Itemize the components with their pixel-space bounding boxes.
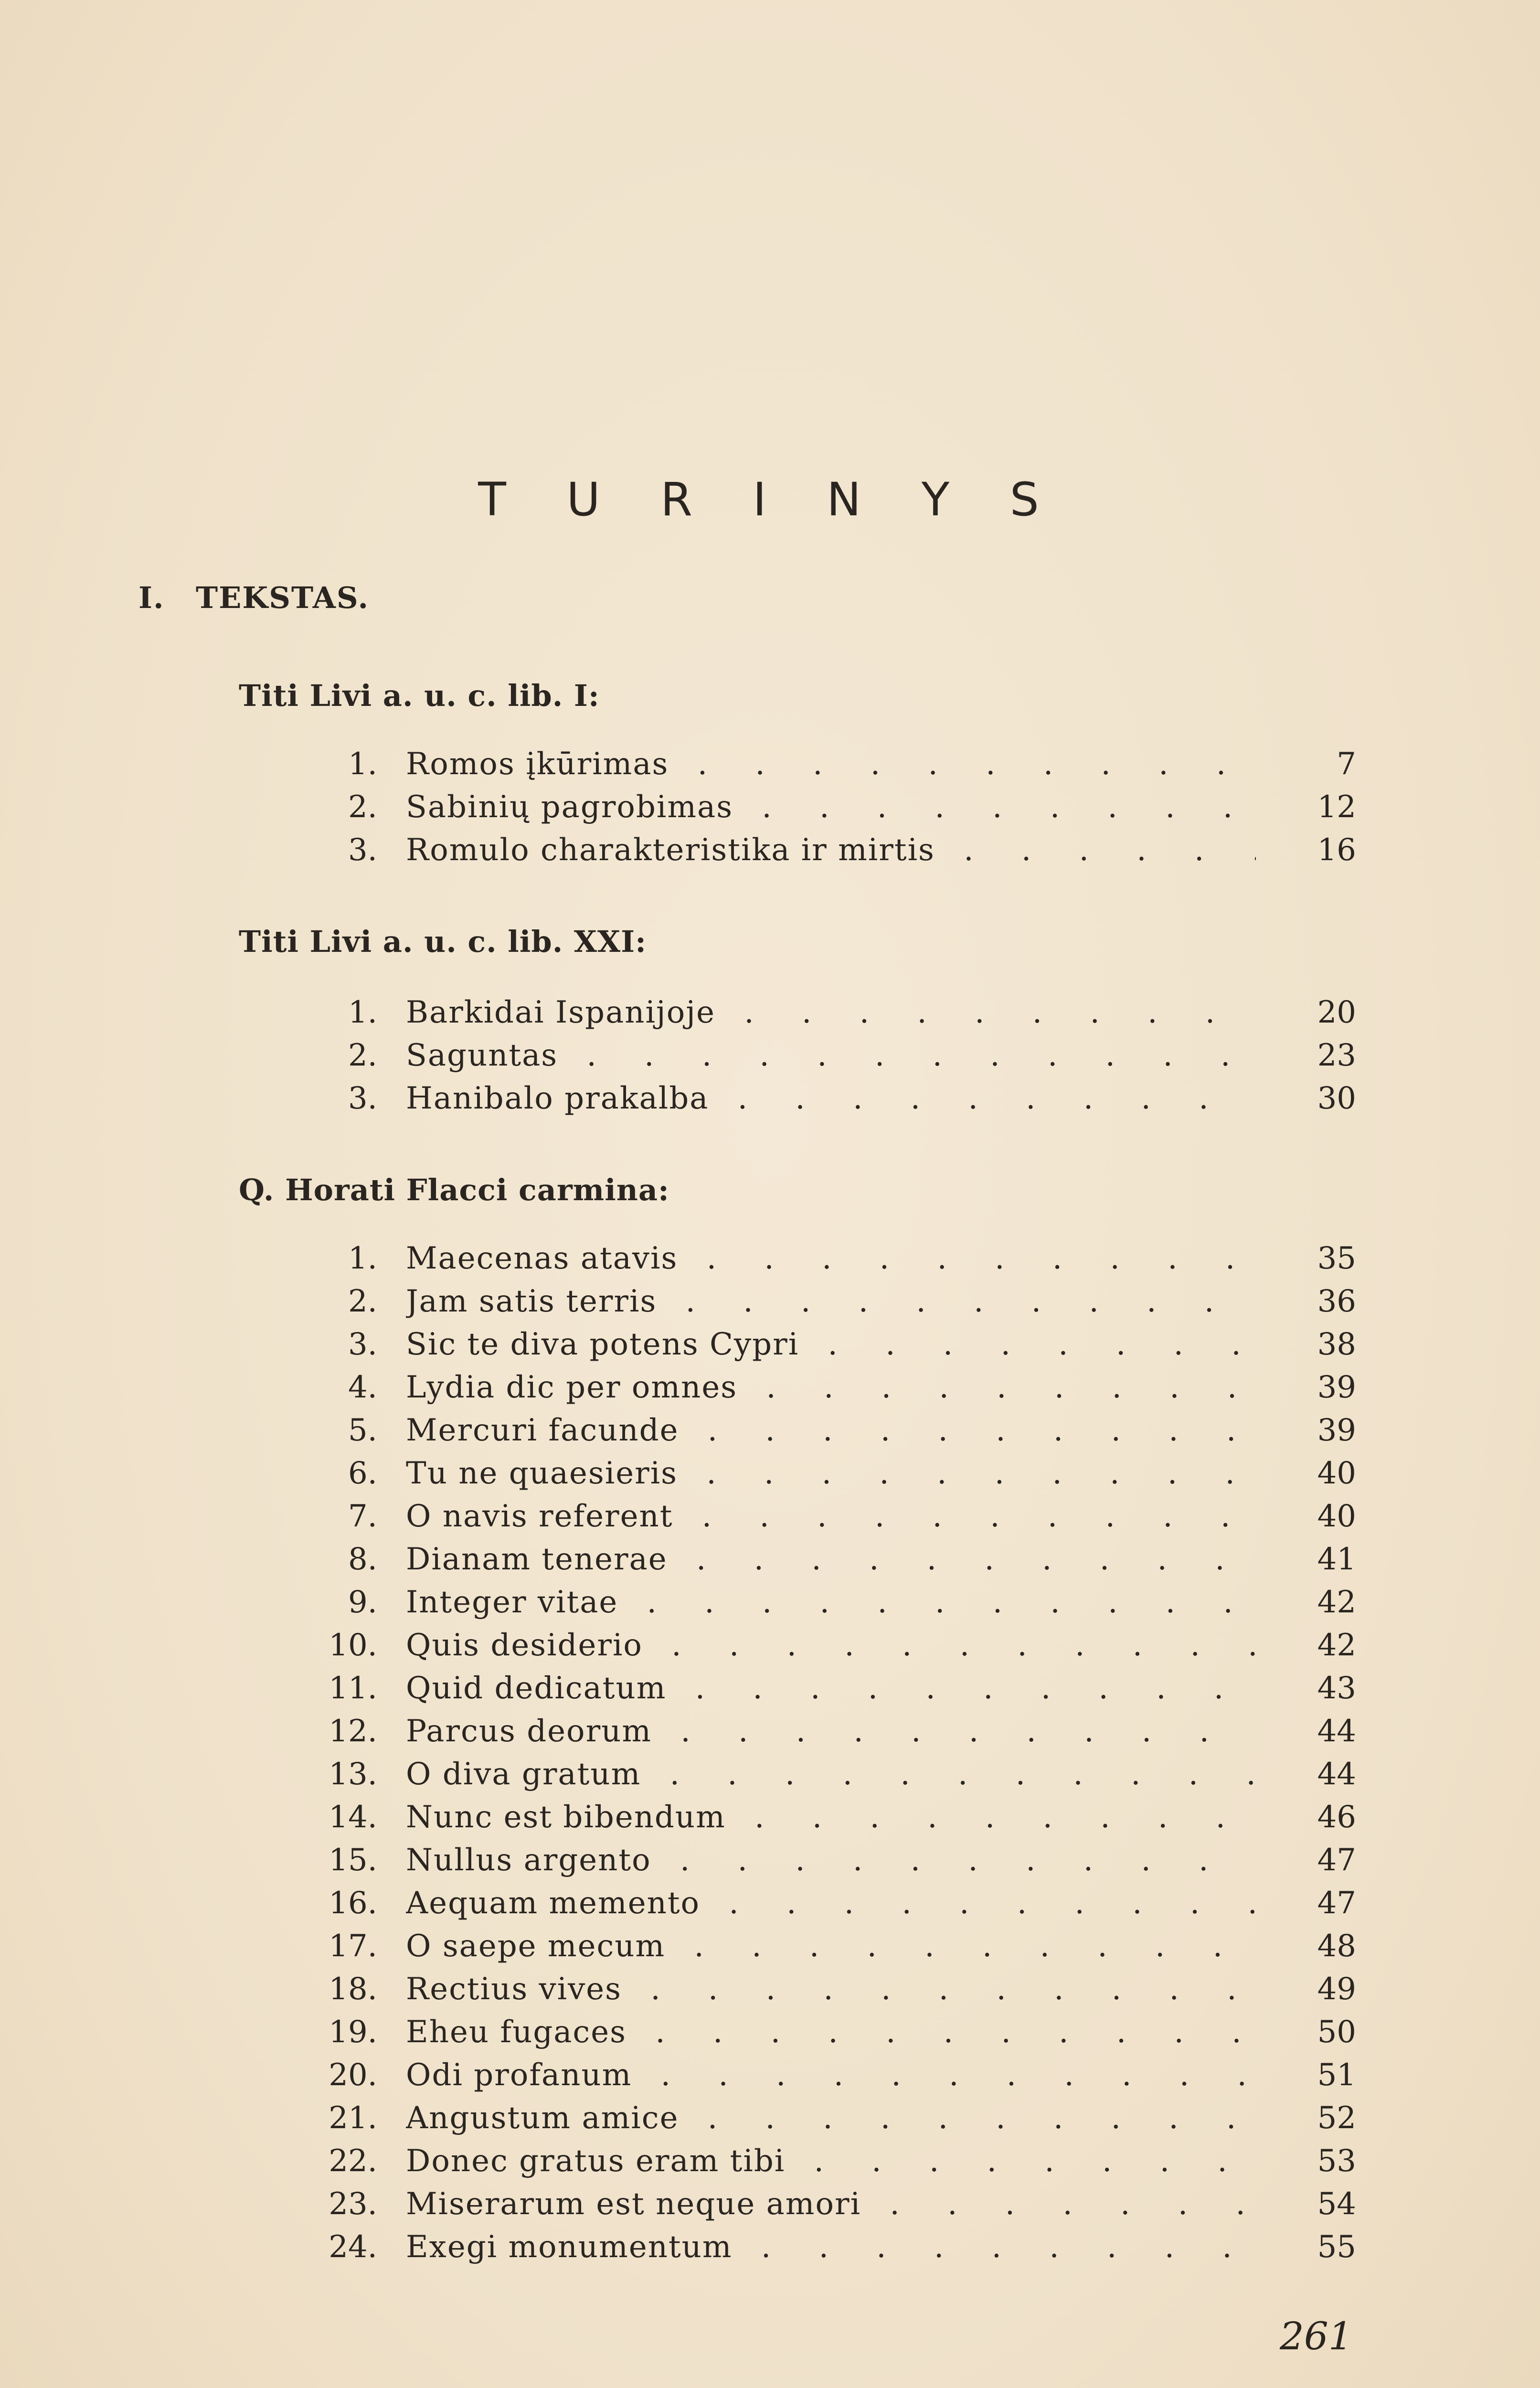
entry-page: 44 [1317,1757,1356,1792]
entry-page: 42 [1317,1628,1356,1663]
entry-number: 3. [348,832,377,868]
entry-title: O saepe mecum . . . [406,1925,1256,1968]
entry-title: Parcus deorum . . . [406,1710,1256,1753]
entry-title: Mercuri facunde . . . [406,1409,1256,1452]
toc-entry [0,829,1540,872]
page-number: 261 [1280,2314,1353,2358]
toc-entry [0,2140,1540,2183]
entry-page: 36 [1317,1284,1356,1319]
entry-title: Odi profanum . . . [406,2054,1256,2097]
entry-page: 16 [1317,832,1356,868]
entry-page: 49 [1317,1972,1356,2007]
entry-page: 12 [1317,789,1356,825]
page-title: T U R I N Y S [478,473,1062,526]
entry-page: 51 [1317,2058,1356,2093]
entry-page: 40 [1317,1456,1356,1491]
entry-number: 4. [348,1370,377,1405]
toc-entry [0,1753,1540,1796]
toc-entry [0,1323,1540,1366]
toc-entry [0,2183,1540,2226]
entry-number: 2. [348,1284,377,1319]
entry-page: 20 [1317,995,1356,1030]
toc-entry [0,1882,1540,1925]
entry-number: 14. [329,1800,377,1835]
entry-title: Exegi monumentum . . . [406,2226,1256,2269]
entry-title: Saguntas . . . [406,1034,1256,1077]
entry-number: 19. [329,2015,377,2050]
part-label: TEKSTAS. [196,580,370,615]
entry-title: Romos įkūrimas . . . [406,743,1256,786]
entry-number: 11. [329,1671,377,1706]
part-heading [138,580,369,615]
entry-page: 7 [1337,746,1356,782]
entry-title: Lydia dic per omnes . . . [406,1366,1256,1409]
toc-entry [0,1034,1540,1077]
toc-entry [0,991,1540,1034]
entry-page: 44 [1317,1714,1356,1749]
toc-entry [0,1495,1540,1538]
entry-page: 39 [1317,1370,1356,1405]
entry-page: 52 [1317,2100,1356,2136]
entry-number: 17. [329,1929,377,1964]
entry-number: 1. [348,995,377,1030]
toc-entry [0,1968,1540,2011]
entry-number: 22. [329,2143,377,2179]
toc-entry [0,2226,1540,2269]
entry-title: Aequam memento . . . [406,1882,1256,1925]
entry-number: 10. [329,1628,377,1663]
entry-number: 5. [348,1413,377,1448]
entry-number: 1. [348,746,377,782]
toc-entry [0,1581,1540,1624]
entry-title: Eheu fugaces . . . [406,2011,1256,2054]
entry-number: 20. [329,2058,377,2093]
section-heading: Q. Horati Flacci carmina: [239,1173,669,1207]
entry-page: 50 [1317,2015,1356,2050]
entry-title: Dianam tenerae . . . [406,1538,1256,1581]
entry-page: 46 [1317,1800,1356,1835]
toc-entry [0,1237,1540,1280]
toc-entry [0,1710,1540,1753]
entry-page: 41 [1317,1542,1356,1577]
toc-entry [0,1409,1540,1452]
toc-entry [0,2097,1540,2140]
toc-entry [0,1366,1540,1409]
toc-entry [0,1925,1540,1968]
entry-number: 8. [348,1542,377,1577]
entry-number: 24. [329,2229,377,2265]
entry-number: 3. [348,1327,377,1362]
entry-number: 23. [329,2186,377,2222]
entry-page: 42 [1317,1585,1356,1620]
entry-page: 30 [1317,1081,1356,1116]
entry-number: 2. [348,1038,377,1073]
entry-title: Jam satis terris . . . [406,1280,1256,1323]
entry-title: Maecenas atavis . . . [406,1237,1256,1280]
entry-title: Sabinių pagrobimas . . . [406,786,1256,829]
entry-page: 39 [1317,1413,1356,1448]
section-heading: Titi Livi a. u. c. lib. I: [239,678,600,713]
entry-number: 21. [329,2100,377,2136]
toc-entry [0,2054,1540,2097]
entry-title: Nunc est bibendum . . . [406,1796,1256,1839]
entry-title: Quid dedicatum . . . [406,1667,1256,1710]
entry-number: 7. [348,1499,377,1534]
entry-title: O diva gratum . . . [406,1753,1256,1796]
entry-page: 23 [1317,1038,1356,1073]
toc-entry [0,1667,1540,1710]
entry-page: 48 [1317,1929,1356,1964]
part-number: I. [138,580,165,615]
entry-number: 12. [329,1714,377,1749]
entry-number: 6. [348,1456,377,1491]
toc-entry [0,1452,1540,1495]
entry-title: Integer vitae . . . [406,1581,1256,1624]
toc-entry [0,1077,1540,1120]
entry-title: Sic te diva potens Cypri . . . [406,1323,1256,1366]
entry-number: 3. [348,1081,377,1116]
entry-title: Hanibalo prakalba . . . [406,1077,1256,1120]
entry-title: Nullus argento . . . [406,1839,1256,1882]
entry-page: 40 [1317,1499,1356,1534]
entry-page: 38 [1317,1327,1356,1362]
toc-entry [0,1624,1540,1667]
entry-page: 55 [1317,2229,1356,2265]
entry-page: 54 [1317,2186,1356,2222]
toc-entry [0,1839,1540,1882]
toc-entry [0,1796,1540,1839]
entry-title: Angustum amice . . . [406,2097,1256,2140]
toc-entry [0,2011,1540,2054]
entry-number: 16. [329,1886,377,1921]
entry-number: 1. [348,1241,377,1276]
entry-page: 47 [1317,1886,1356,1921]
toc-entry [0,1538,1540,1581]
entry-title: Romulo charakteristika ir mirtis . . . [406,829,1256,872]
entry-number: 9. [348,1585,377,1620]
entry-page: 35 [1317,1241,1356,1276]
toc-entry [0,743,1540,786]
entry-page: 43 [1317,1671,1356,1706]
entry-number: 13. [329,1757,377,1792]
entry-title: Quis desiderio . . . [406,1624,1256,1667]
entry-title: Barkidai Ispanijoje . . . [406,991,1256,1034]
entry-page: 47 [1317,1843,1356,1878]
entry-number: 2. [348,789,377,825]
toc-entry [0,786,1540,829]
entry-number: 15. [329,1843,377,1878]
entry-title: Donec gratus eram tibi . . . [406,2140,1256,2183]
entry-title: O navis referent . . . [406,1495,1256,1538]
entry-title: Rectius vives . . . [406,1968,1256,2011]
toc-entry [0,1280,1540,1323]
section-heading: Titi Livi a. u. c. lib. XXI: [239,924,647,959]
entry-title: Miserarum est neque amori . . . [406,2183,1256,2226]
entry-page: 53 [1317,2143,1356,2179]
entry-title: Tu ne quaesieris . . . [406,1452,1256,1495]
entry-number: 18. [329,1972,377,2007]
